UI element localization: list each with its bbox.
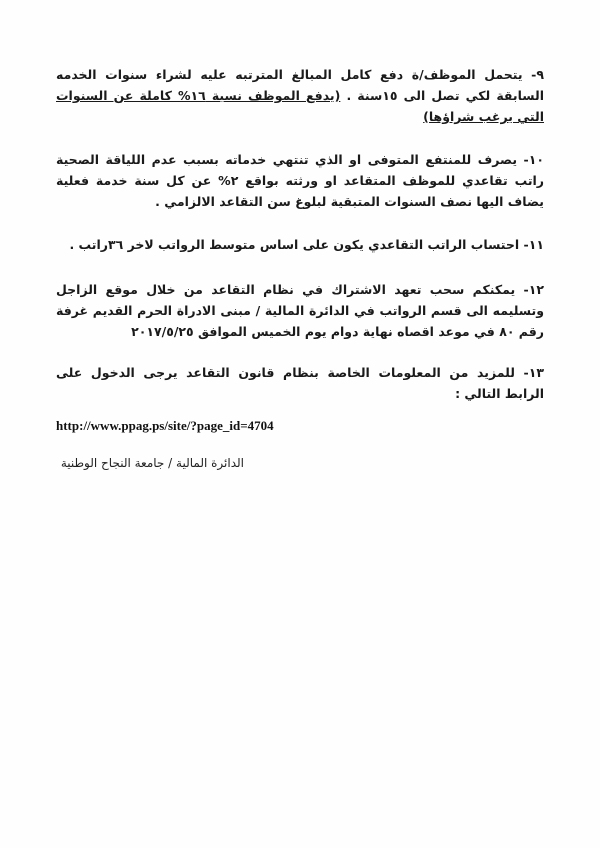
clause-10: ١٠- يصرف للمنتفع المتوفى او الذي تنتهي خدماته بسبب عدم اللياقة الصحية راتب تقاعدي للموظف المتقاعد او ورثته بواقع ٢% عن كل سنة خدمة فعلية يضاف اليها نصف السنوات المتبقية لبلوغ سن التقاعد الالزامي . [56, 152, 544, 209]
clause-11: ١١- احتساب الراتب التقاعدي يكون على اساس متوسط الرواتب لاخر ٣٦راتب . [69, 237, 544, 252]
clause-9-underlined-note: (يدفع الموظف نسبة ١٦% كاملة عن السنوات التي يرغب شراؤها) [56, 88, 544, 124]
clause-9 [56, 64, 544, 127]
clause-12: ١٢- يمكنكم سحب تعهد الاشتراك في نظام التقاعد من خلال موقع الزاجل وتسليمه الى قسم الرواتب في الدائرة المالية / مبنى الادراة الحرم القديم غرفة رقم ٨٠ في موعد اقصاه نهاية دوام يوم الخميس الموافق ٢٠١٧/٥/٢٥ [56, 282, 544, 339]
clause-9-text: ٩- يتحمل الموظف/ة دفع كامل المبالغ المترتبه عليه لشراء سنوات الخدمه السابقة لكي تصل الى ١٥سنة . [56, 67, 544, 103]
clause-13: ١٣- للمزيد من المعلومات الخاصة بنظام قانون التقاعد يرجى الدخول على الرابط التالي : [56, 365, 544, 401]
pension-info-link[interactable]: http://www.ppag.ps/site/?page_id=4704 [56, 418, 274, 433]
signature-department: الدائرة المالية / جامعة النجاح الوطنية [60, 456, 244, 470]
document-body [56, 64, 544, 470]
